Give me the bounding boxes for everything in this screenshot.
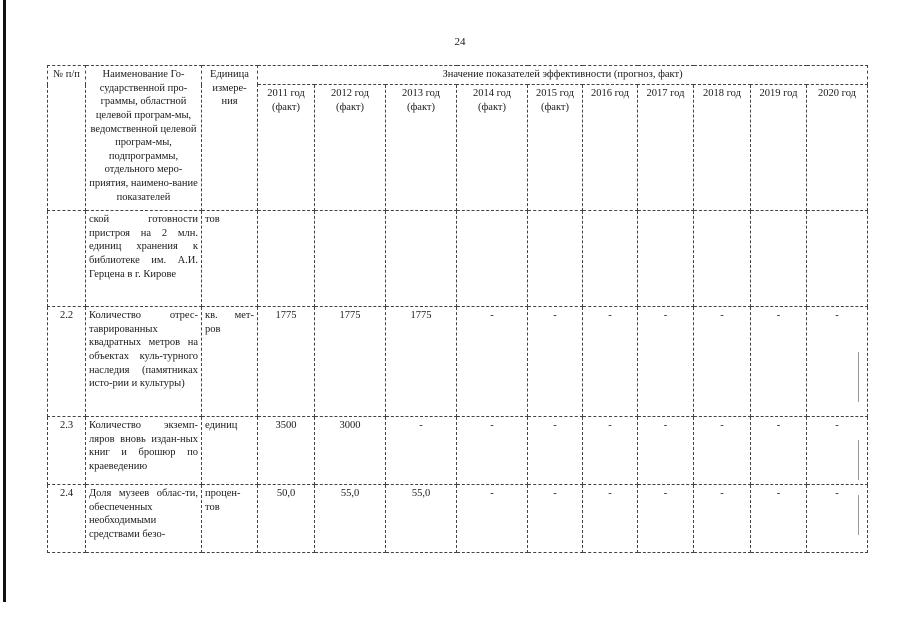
row-value: - [528,307,583,417]
header-year: 2017 год [638,85,694,211]
scan-artifact [858,495,859,535]
header-row [48,66,868,85]
row-value: - [807,307,868,417]
row-number: 2.2 [48,307,86,417]
header-year: 2019 год [751,85,807,211]
header-unit: Единица измере-ния [202,66,258,211]
header-year: 2020 год [807,85,868,211]
row-value: - [807,485,868,553]
header-year: 2011 год (факт) [258,85,315,211]
row-unit: кв. мет-ров [202,307,258,417]
table-row [48,485,868,553]
row-value: - [694,485,751,553]
row-value: - [457,485,528,553]
row-number [48,211,86,307]
row-value: - [528,485,583,553]
row-value: - [694,417,751,485]
row-value: 1775 [315,307,386,417]
row-name: Количество отрес-таврированных квадратных метров на объектах куль-турного наследия (памятниках исто-рии и культуры) [86,307,202,417]
header-name: Наименование Го-сударственной про-граммы, областной целевой програм-мы, ведомственной целевой програм-мы, подпрограммы, отдельного меро-приятия, наимено-вание показателей [86,66,202,211]
row-value: - [638,307,694,417]
row-value [315,211,386,307]
header-year: 2016 год [583,85,638,211]
efficiency-indicators-table [47,65,868,553]
row-value [694,211,751,307]
table-row [48,211,868,307]
row-value: - [528,417,583,485]
row-value: - [751,307,807,417]
row-unit: процен-тов [202,485,258,553]
row-value: - [457,307,528,417]
row-number: 2.4 [48,485,86,553]
row-value [258,211,315,307]
row-unit: тов [202,211,258,307]
row-value: - [583,485,638,553]
row-value: - [751,485,807,553]
row-value [457,211,528,307]
row-name: Количество экземп-ляров вновь издан-ных книг и брошюр по краеведению [86,417,202,485]
row-value [751,211,807,307]
row-value: - [583,307,638,417]
row-value: 1775 [258,307,315,417]
row-value: - [638,417,694,485]
row-name: Доля музеев облас-ти, обеспеченных необходимыми средствами безо- [86,485,202,553]
row-value [638,211,694,307]
header-year: 2015 год (факт) [528,85,583,211]
header-number: № п/п [48,66,86,211]
table-row [48,417,868,485]
row-value: 50,0 [258,485,315,553]
row-number: 2.3 [48,417,86,485]
row-value: 3000 [315,417,386,485]
row-value: 55,0 [386,485,457,553]
header-year: 2018 год [694,85,751,211]
row-value: - [638,485,694,553]
row-name: ской готовности пристроя на 2 млн. единиц хранения к библиотеке им. А.И. Герцена в г. Кирове [86,211,202,307]
header-year: 2014 год (факт) [457,85,528,211]
row-value: - [694,307,751,417]
row-value [583,211,638,307]
row-value: - [457,417,528,485]
header-values-group: Значение показателей эффективности (прогноз, факт) [258,66,868,85]
row-value [386,211,457,307]
row-value: - [751,417,807,485]
row-value [528,211,583,307]
scan-artifact [858,352,859,402]
row-value: 1775 [386,307,457,417]
header-year: 2012 год (факт) [315,85,386,211]
row-value: - [807,417,868,485]
row-value: 3500 [258,417,315,485]
row-value: 55,0 [315,485,386,553]
scan-artifact [858,440,859,480]
header-year: 2013 год (факт) [386,85,457,211]
table-row [48,307,868,417]
row-value: - [583,417,638,485]
page-number: 24 [454,36,466,48]
row-unit: единиц [202,417,258,485]
row-value: - [386,417,457,485]
scan-edge-line [3,0,6,602]
row-value [807,211,868,307]
